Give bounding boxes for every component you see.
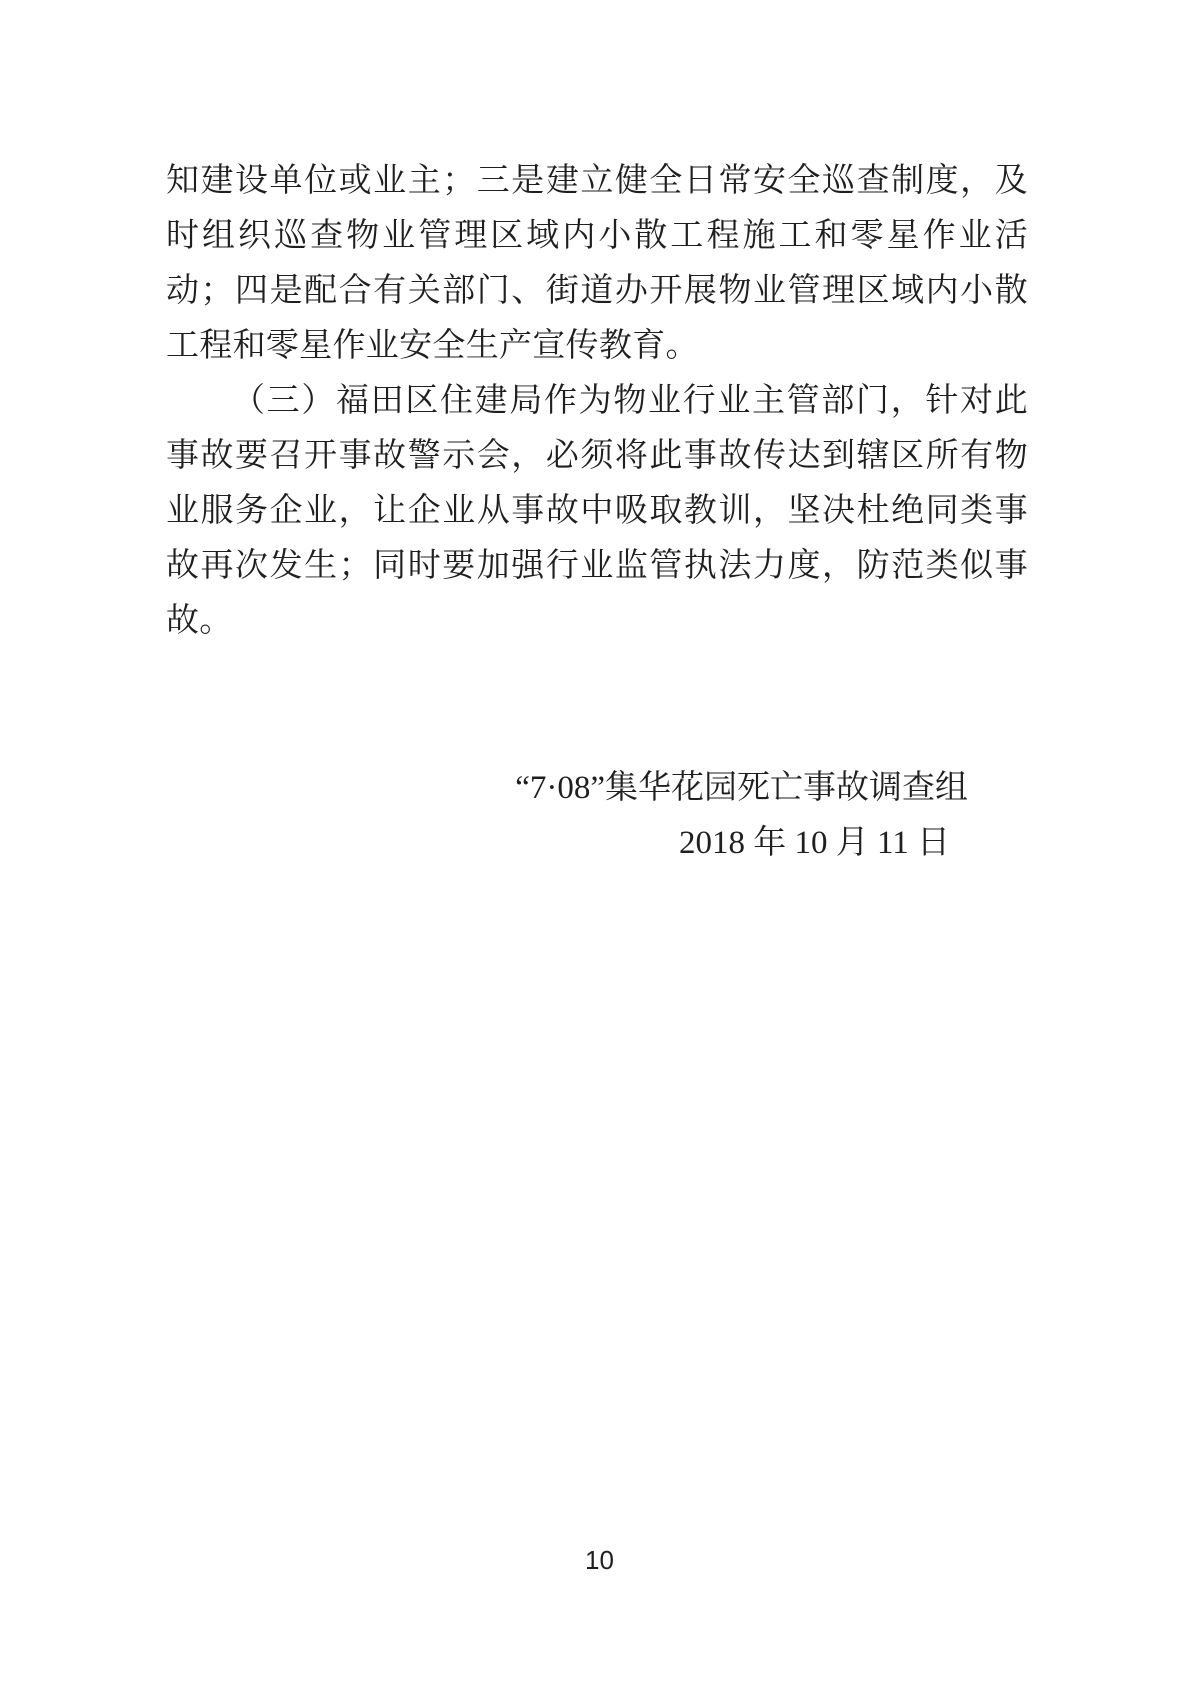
signature-block: [166, 761, 1028, 871]
signature-line: “7·08”集华花园死亡事故调查组: [515, 770, 968, 806]
date-line: 2018 年 10 月 11 日: [678, 825, 950, 861]
body-paragraph-section-three: （三）福田区住建局作为物业行业主管部门，针对此事故要召开事故警示会，必须将此事故传达到辖区所有物业服务企业，让企业从事故中吸取教训，坚决杜绝同类事故再次发生；同时要加强行业监管执法力度，防范类似事故。: [166, 383, 1028, 639]
document-content: [166, 154, 1028, 871]
body-paragraph-continuation: 知建设单位或业主；三是建立健全日常安全巡查制度，及时组织巡查物业管理区域内小散工程施工和零星作业活动；四是配合有关部门、街道办开展物业管理区域内小散工程和零星作业安全生产宣传教育。: [166, 163, 1028, 364]
page-number: 10: [585, 1545, 614, 1575]
